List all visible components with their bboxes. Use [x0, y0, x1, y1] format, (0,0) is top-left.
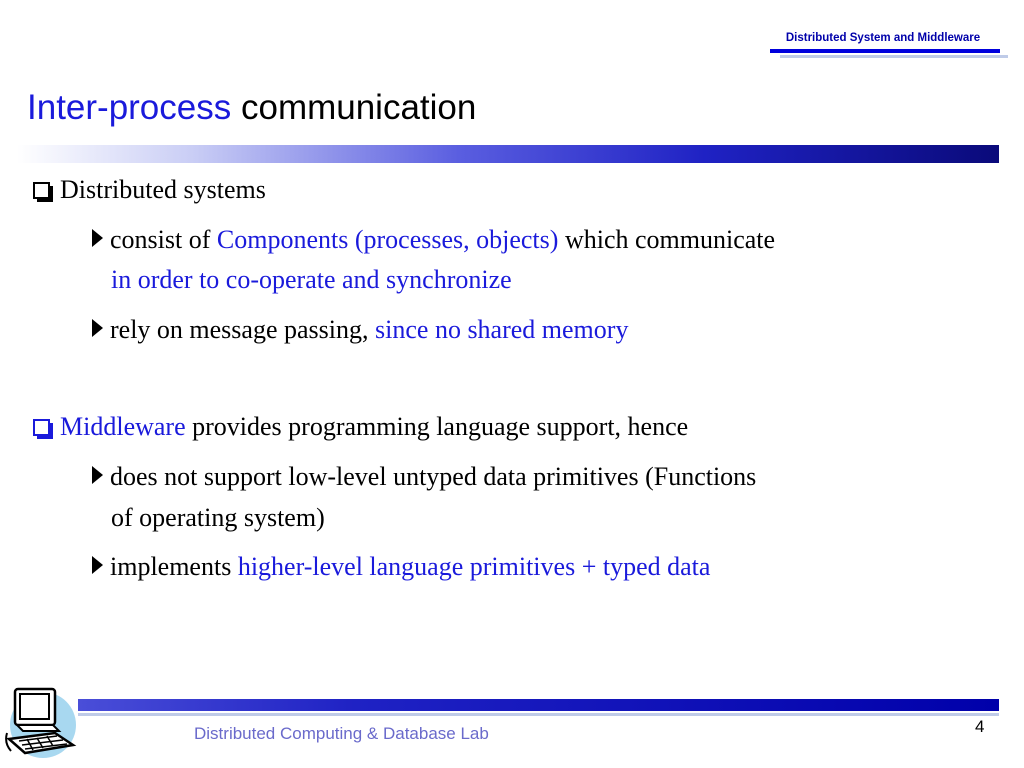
text: which communicate: [558, 225, 776, 254]
text-highlight: since no shared memory: [375, 315, 629, 344]
text: consist of: [110, 225, 217, 254]
computer-icon: [3, 681, 77, 761]
bullet-middleware: [33, 412, 688, 442]
text: rely on message passing,: [110, 315, 376, 344]
sub-bullet-rely-on: [92, 315, 628, 345]
square-bullet-icon: [33, 419, 50, 436]
header-tag: Distributed System and Middleware: [785, 32, 981, 44]
sub-bullet-consist-of: [92, 225, 775, 255]
triangle-bullet-icon: [92, 466, 103, 484]
text-highlight: higher-level language primitives + typed data: [237, 552, 711, 581]
bullet-distributed-systems: [33, 175, 266, 205]
bullet-text: Distributed systems: [60, 175, 266, 204]
text: does not support low-level untyped data primitives (Functions: [110, 462, 757, 491]
text-highlight: Components (processes, objects): [216, 225, 559, 254]
footer-lab-name: Distributed Computing & Database Lab: [194, 724, 489, 743]
sub-bullet-implements: [92, 552, 710, 582]
page-number: 4: [975, 717, 985, 736]
text: implements: [110, 552, 238, 581]
text-highlight: Middleware: [60, 412, 186, 441]
sub-bullet-continuation: of operating system): [111, 503, 325, 532]
footer-bar: [78, 699, 999, 711]
sub-bullet-continuation: in order to co-operate and synchronize: [111, 265, 512, 294]
triangle-bullet-icon: [92, 319, 103, 337]
title-part2: communication: [231, 88, 477, 127]
sub-bullet-does-not-support: [92, 462, 756, 492]
text: provides programming language support, hence: [185, 412, 689, 441]
footer-shadow-line: [78, 713, 999, 716]
triangle-bullet-icon: [92, 229, 103, 247]
title-part1: Inter-process: [27, 88, 232, 127]
square-bullet-icon: [33, 182, 50, 199]
triangle-bullet-icon: [92, 556, 103, 574]
